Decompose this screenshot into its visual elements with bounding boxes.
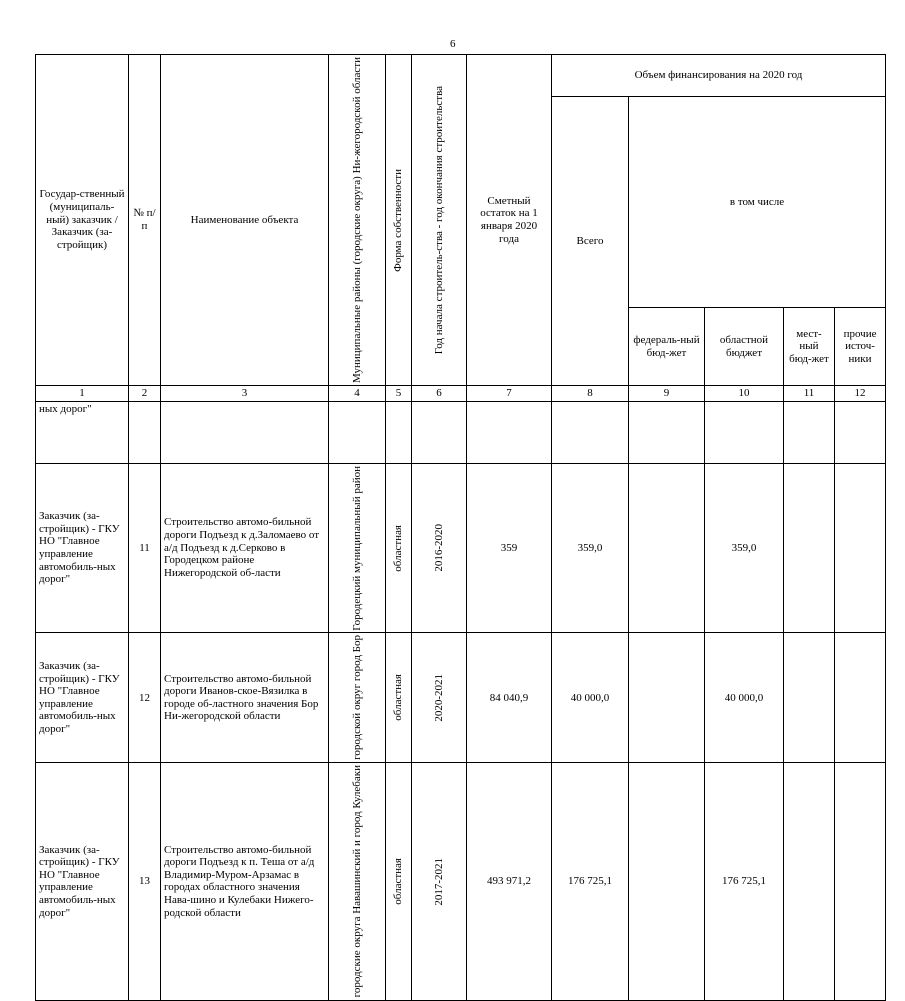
header-object-name: Наименование объекта <box>161 55 329 386</box>
cell-district: Городецкий муниципальный район <box>329 463 386 633</box>
cell-other <box>835 763 886 1000</box>
cell-regional: 359,0 <box>705 463 784 633</box>
cell-ownership: областная <box>386 633 412 763</box>
header-estimate: Сметный остаток на 1 января 2020 года <box>467 55 552 386</box>
cell-total: 176 725,1 <box>552 763 629 1000</box>
cell-years: 2020-2021 <box>412 633 467 763</box>
header-regional: областной бюджет <box>705 308 784 386</box>
cell-federal <box>629 463 705 633</box>
header-years: Год начала строитель-ства - год окончания строительства <box>412 55 467 386</box>
column-number: 1 <box>36 386 129 402</box>
cell-num: 11 <box>129 463 161 633</box>
cell-total: 359,0 <box>552 463 629 633</box>
column-number: 9 <box>629 386 705 402</box>
cell-num: 12 <box>129 633 161 763</box>
header-ownership: Форма собственности <box>386 55 412 386</box>
cell-other <box>835 463 886 633</box>
table-row <box>36 763 886 1000</box>
header-including: в том числе <box>629 97 886 308</box>
cell-customer: ных дорог" <box>36 401 129 463</box>
cell-local <box>784 633 835 763</box>
column-number: 10 <box>705 386 784 402</box>
cell-num: 13 <box>129 763 161 1000</box>
cell-ownership: областная <box>386 463 412 633</box>
column-number: 7 <box>467 386 552 402</box>
cell-district: городские округа Навашинский и город Кулебаки <box>329 763 386 1000</box>
cell-customer: Заказчик (за-стройщик) - ГКУ НО "Главное управление автомобиль-ных дорог" <box>36 763 129 1000</box>
cell-federal <box>629 763 705 1000</box>
column-number: 3 <box>161 386 329 402</box>
header-customer: Государ-ственный (муниципаль-ный) заказчик /Заказчик (за-стройщик) <box>36 55 129 386</box>
table-row <box>36 463 886 633</box>
column-number: 6 <box>412 386 467 402</box>
header-other: прочие источ-ники <box>835 308 886 386</box>
column-number: 4 <box>329 386 386 402</box>
cell-customer: Заказчик (за-стройщик) - ГКУ НО "Главное управление автомобиль-ных дорог" <box>36 633 129 763</box>
column-number: 11 <box>784 386 835 402</box>
financing-table <box>35 54 886 1001</box>
column-number: 8 <box>552 386 629 402</box>
header-district: Муниципальные районы (городские округа) Ни-жегородской области <box>329 55 386 386</box>
cell-estimate: 493 971,2 <box>467 763 552 1000</box>
table-row <box>36 633 886 763</box>
header-num: № п/п <box>129 55 161 386</box>
header-financing: Объем финансирования на 2020 год <box>552 55 886 97</box>
cell-estimate: 84 040,9 <box>467 633 552 763</box>
cell-estimate: 359 <box>467 463 552 633</box>
cell-other <box>835 633 886 763</box>
cell-object-name: Строительство автомо-бильной дороги Подъезд к п. Теша от а/д Владимир-Муром-Арзамас в городах областного значения Нава-шино и Кулебаки Нижего-родской области <box>161 763 329 1000</box>
cell-local <box>784 463 835 633</box>
page-number: 6 <box>450 38 456 50</box>
cell-object-name: Строительство автомо-бильной дороги Иванов-ское-Вязилка в городе об-ластного значения Бор Ни-жегородской области <box>161 633 329 763</box>
table-row-continuation <box>36 401 886 463</box>
cell-customer: Заказчик (за-стройщик) - ГКУ НО "Главное управление автомобиль-ных дорог" <box>36 463 129 633</box>
header-total: Всего <box>552 97 629 386</box>
cell-object-name: Строительство автомо-бильной дороги Подъезд к д.Заломаево от а/д Подъезд к д.Серково в Городецком районе Нижегородской об-ласти <box>161 463 329 633</box>
cell-ownership: областная <box>386 763 412 1000</box>
column-number: 12 <box>835 386 886 402</box>
column-number-row <box>36 386 886 402</box>
column-number: 2 <box>129 386 161 402</box>
column-number: 5 <box>386 386 412 402</box>
header-federal: федераль-ный бюд-жет <box>629 308 705 386</box>
cell-district: городской округ город Бор <box>329 633 386 763</box>
cell-years: 2017-2021 <box>412 763 467 1000</box>
cell-regional: 40 000,0 <box>705 633 784 763</box>
cell-federal <box>629 633 705 763</box>
cell-local <box>784 763 835 1000</box>
cell-total: 40 000,0 <box>552 633 629 763</box>
cell-years: 2016-2020 <box>412 463 467 633</box>
header-local: мест-ный бюд-жет <box>784 308 835 386</box>
cell-regional: 176 725,1 <box>705 763 784 1000</box>
